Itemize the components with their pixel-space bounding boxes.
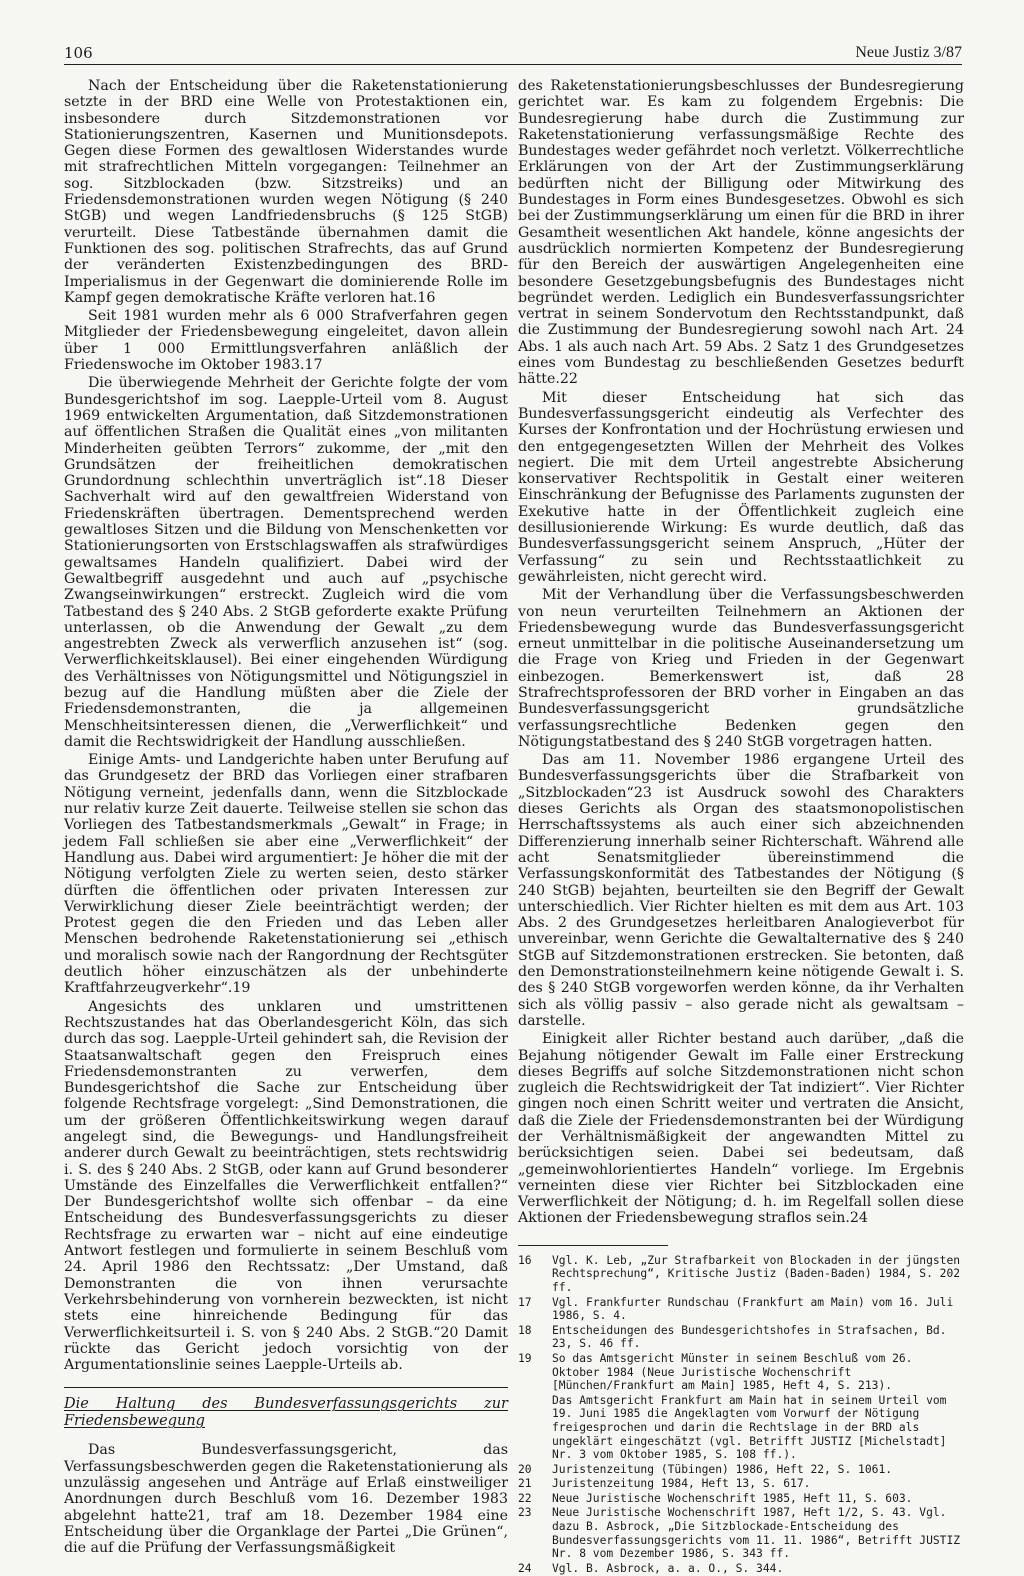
section-heading: Die Haltung des Bundesverfassungsgerichts zur Friedensbewegung	[64, 1396, 508, 1430]
footnote-number: 24	[518, 1561, 532, 1575]
footnote-text: Neue Juristische Wochenschrift 1985, Heft 11, S. 603.	[552, 1491, 913, 1505]
footnote-number	[518, 1394, 552, 1462]
section-divider	[64, 1387, 508, 1388]
paragraph: Einigkeit aller Richter bestand auch darüber, „daß die Bejahung nötigender Gewalt im Falle einer Erstreckung dieses Begriffs auf solche Sitzdemonstrationen nicht schon zugleich die Rechtswidrigkeit der Tat indiziert“. Vier Richter gingen noch einen Schritt weiter und vertraten die Ansicht, daß die Ziele der Friedensdemonstranten bei der Würdigung der Verhältnismäßigkeit der angewandten Mittel zu berücksichtigen seien. Dabei sei bedeutsam, daß „gemeinwohlorientiertes Handeln“ vorliege. Im Ergebnis verneinten diese vier Richter bei Sitzblockaden eine Verwerflichkeit der Nötigung; d. h. im Regelfall sollen diese Aktionen der Friedensbewegung straflos sein.24	[518, 1031, 964, 1227]
footnote-number: 18	[518, 1323, 532, 1337]
paragraph: Nach der Entscheidung über die Raketenstationierung setzte in der BRD eine Welle von Protestaktionen ein, insbesondere durch Sitzdemonstrationen vor Stationierungszentren, Kasernen und Munitionsdepots. Gegen diese Formen des gewaltlosen Widerstandes wurde mit strafrechtlichen Mitteln vorgegangen: Teilnehmer an sog. Sitzblockaden (bzw. Sitzstreiks) und an Friedensdemonstrationen wurden wegen Nötigung (§ 240 StGB) und wegen Landfriedensbruchs (§ 125 StGB) verurteilt. Diese Tatbestände übernahmen damit die Funktionen des sog. politischen Strafrechts, das auf Grund der veränderten Existenzbedingungen des BRD-Imperialismus in der Gegenwart die dominierende Rolle im Kampf gegen demokratische Kräfte verloren hat.16	[64, 78, 508, 306]
footnote	[518, 1352, 964, 1393]
footnote	[518, 1477, 964, 1491]
right-column	[518, 78, 964, 1576]
paragraph: Seit 1981 wurden mehr als 6 000 Strafverfahren gegen Mitglieder der Friedensbewegung eingeleitet, davon allein über 1 000 Ermittlungsverfahren anläßlich der Friedenswoche im Oktober 1983.17	[64, 308, 508, 374]
footnote	[518, 1254, 964, 1295]
footnote	[518, 1562, 964, 1576]
paragraph: Das am 11. November 1986 ergangene Urteil des Bundesverfassungsgerichts über die Strafbarkeit von „Sitzblockaden“23 ist Ausdruck sowohl des Charakters dieses Gerichts als Organ des staatsmonopolistischen Herrschaftssystems als auch einer sich abzeichnenden Differenzierung innerhalb seiner Richterschaft. Während alle acht Senatsmitglieder übereinstimmend die Verfassungskonformität des Tatbestandes der Nötigung (§ 240 StGB) bejahten, beurteilten sie den Begriff der Gewalt unterschiedlich. Vier Richter hielten es mit dem aus Art. 103 Abs. 2 des Grundgesetzes herleitbaren Analogieverbot für unvereinbar, wenn Gerichte die Gewaltalternative des § 240 StGB auf Sitzdemonstrationen erstrecken. Sie betonten, daß den Demonstrationsteilnehmern keine nötigende Gewalt i. S. des § 240 StGB vorgeworfen werden könne, da ihr Verhalten sich als völlig passiv – also gerade nicht als gewaltsam – darstelle.	[518, 752, 964, 1029]
page-number: 106	[64, 44, 93, 62]
footnote-text: Juristenzeitung (Tübingen) 1986, Heft 22, S. 1061.	[552, 1462, 893, 1476]
footnote-number: 23	[518, 1506, 532, 1520]
paragraph: Einige Amts- und Landgerichte haben unter Berufung auf das Grundgesetz der BRD das Vorliegen einer strafbaren Nötigung verneint, jedenfalls dann, wenn die Sitzblockade nur relativ kurze Zeit dauerte. Teilweise stellen sie schon das Vorliegen des Tatbestandsmerkmals „Gewalt“ in Frage; in jedem Fall schließen sie aber eine „Verwerflichkeit“ der Handlung aus. Dabei wird argumentiert: Je höher die mit der Nötigung verfolgten Ziele zu werten seien, desto stärker dürften die öffentlichen oder privaten Interessen zur Verwirklichung dieser Ziele beeinträchtigt werden; der Protest gegen die den Frieden und das Leben aller Menschen bedrohende Raketenstationierung sei „ethisch und moralisch sowie nach der Rangordnung der Rechtsgüter deutlich höher einzuschätzen als der unbehinderte Kraftfahrzeugverkehr“.19	[64, 752, 508, 997]
footnote-divider	[518, 1245, 668, 1246]
footnote-text: So das Amtsgericht Münster in seinem Beschluß vom 26. Oktober 1984 (Neue Juristische Wochenschrift [München/Frankfurt am Main] 1985, Heft 4, S. 213).	[552, 1351, 913, 1393]
paragraph: Angesichts des unklaren und umstrittenen Rechtszustandes hat das Oberlandesgericht Köln, das sich durch das sog. Laepple-Urteil gehindert sah, die Revision der Staatsanwaltschaft gegen den Freispruch eines Friedensdemonstranten zu verwerfen, dem Bundesgerichtshof die Sache zur Entscheidung über folgende Rechtsfrage vorgelegt: „Sind Demonstrationen, die um der größeren Öffentlichkeitswirkung wegen darauf angelegt sind, die Bewegungs- und Handlungsfreiheit anderer durch Gewalt zu beeinträchtigen, stets rechtswidrig i. S. des § 240 Abs. 2 StGB, oder kann auf Grund besonderer Umstände des Einzelfalles die Verwerflichkeit entfallen?“ Der Bundesgerichtshof wollte sich offenbar – da eine Entscheidung des Bundesverfassungsgerichts zu dieser Rechtsfrage zu erwarten war – nicht auf eine eindeutige Antwort festlegen und formulierte in seinem Beschluß vom 24. April 1986 den Rechtssatz: „Der Umstand, daß Demonstranten die von ihnen verursachte Verkehrsbehinderung von vornherein bezweckten, ist nicht stets eine hinreichende Bedingung für das Verwerflichkeitsurteil i. S. von § 240 Abs. 2 StGB.“20 Damit rückte das Gericht jedoch vorsichtig von der Argumentationslinie seines Laepple-Urteils ab.	[64, 998, 508, 1374]
footnote	[518, 1394, 964, 1462]
footnote-number: 19	[518, 1351, 532, 1365]
page-header	[64, 44, 962, 65]
footnote-number: 17	[518, 1295, 532, 1309]
footnote-text: Vgl. B. Asbrock, a. a. O., S. 344.	[552, 1561, 784, 1575]
paragraph: Mit dieser Entscheidung hat sich das Bundesverfassungsgericht eindeutig als Verfechter des Kurses der Konfrontation und der Hochrüstung erwiesen und den entgegengesetzten Willen der Mehrheit des Volkes negiert. Die mit dem Urteil angestrebte Absicherung konservativer Rechtspolitik in Gestalt einer weiteren Einschränkung der Befugnisse des Parlaments zugunsten der Exekutive hatte in der Öffentlichkeit zugleich eine desillusionierende Wirkung: Es wurde deutlich, daß das Bundesverfassungsgericht seinem Anspruch, „Hüter der Verfassung“ zu sein und Rechtsstaatlichkeit zu gewährleisten, nicht gerecht wird.	[518, 389, 964, 585]
paragraph: Die überwiegende Mehrheit der Gerichte folgte der vom Bundesgerichtshof im sog. Laepple-Urteil vom 8. August 1969 entwickelten Argumentation, daß Sitzdemonstrationen auf öffentlichen Straßen die Qualität eines „von militanten Minderheiten geübten Terrors“ zukomme, der „mit den Grundsätzen der freiheitlichen demokratischen Grundordnung schlechthin unverträglich ist“.18 Dieser Sachverhalt wird auf den gewaltfreien Widerstand von Friedenskräften übertragen. Dementsprechend werden gewaltloses Sitzen und die Bildung von Menschenketten vor Stationierungsorten von Erstschlagswaffen als strafwürdiges gewaltsames Handeln qualifiziert. Dabei wird der Gewaltbegriff ausgedehnt und auch auf „psychische Zwangseinwirkungen“ erstreckt. Zugleich wird die vom Tatbestand des § 240 Abs. 2 StGB geforderte exakte Prüfung unterlassen, ob die Anwendung der Gewalt „zu dem angestrebten Zweck als verwerflich anzusehen ist“ (sog. Verwerflichkeitsklausel). Bei einer eingehenden Würdigung des Verhältnisses von Nötigungsmittel und Nötigungsziel in bezug auf die Handlung müßten aber die Ziele der Friedensdemonstranten, die ja allgemeinen Menschheitsinteressen dienen, die „Verwerflichkeit“ und damit die Rechtswidrigkeit der Handlung ausschließen.	[64, 375, 508, 750]
footnote-number: 21	[518, 1477, 532, 1491]
paragraph: Mit der Verhandlung über die Verfassungsbeschwerden von neun verurteilten Teilnehmern an Aktionen der Friedensbewegung wurde das Bundesverfassungsgericht erneut unmittelbar in die politische Auseinandersetzung um die Frage von Krieg und Frieden in der Gegenwart einbezogen. Bemerkenswert ist, daß 28 Strafrechtsprofessoren der BRD vorher in Eingaben an das Bundesverfassungsgericht grundsätzliche verfassungsrechtliche Bedenken gegen den Nötigungstatbestand des § 240 StGB vorgetragen hatten.	[518, 587, 964, 750]
footnote-text: Vgl. Frankfurter Rundschau (Frankfurt am Main) vom 16. Juli 1986, S. 4.	[552, 1295, 954, 1323]
footnote	[518, 1296, 964, 1323]
footnote-number: 16	[518, 1253, 532, 1267]
footnote-text: Das Amtsgericht Frankfurt am Main hat in seinem Urteil vom 19. Juni 1985 die Angeklagten vom Vorwurf der Nötigung freigesprochen und darin die Rechtslage in der BRD als ungeklärt eingeschätzt (vgl. Betrifft JUSTIZ [Michelstadt] Nr. 3 vom Oktober 1985, S. 108 ff.).	[552, 1393, 947, 1462]
footnote-text: Entscheidungen des Bundesgerichtshofes in Strafsachen, Bd. 23, S. 46 ff.	[552, 1323, 947, 1351]
journal-issue: Neue Justiz 3/87	[855, 44, 962, 61]
footnote	[518, 1506, 964, 1560]
footnote-text: Neue Juristische Wochenschrift 1987, Heft 1/2, S. 43. Vgl. dazu B. Asbrock, „Die Sitzblockade-Entscheidung des Bundesverfassungsgerichts vom 11. 11. 1986“, Betrifft JUSTIZ Nr. 8 vom Dezember 1986, S. 343 ff.	[552, 1506, 961, 1561]
paragraph: Das Bundesverfassungsgericht, das Verfassungsbeschwerden gegen die Raketenstationierung als unzulässig angesehen und Anträge auf Erlaß einstweiliger Anordnungen durch Beschluß vom 16. Dezember 1983 abgelehnt hatte21, traf am 18. Dezember 1984 eine Entscheidung über die Organklage der Partei „Die Grünen“, die auf die Prüfung der Verfassungsmäßigkeit	[64, 1442, 508, 1557]
footnote-number: 22	[518, 1491, 532, 1505]
paragraph: des Raketenstationierungsbeschlusses der Bundesregierung gerichtet war. Es kam zu folgendem Ergebnis: Die Bundesregierung habe durch die Zustimmung zur Raketenstationierung verfassungsmäßige Rechte des Bundestages weder gefährdet noch verletzt. Völkerrechtliche Erklärungen von der Art der Zustimmungserklärung bedürften nicht der Billigung oder Mitwirkung des Bundestages in Form eines Bundesgesetzes. Obwohl es sich bei der Zustimmungserklärung um einen für die BRD in ihrer Gesamtheit wesentlichen Akt handele, könne angesichts der ausdrücklich normierten Kompetenz der Bundesregierung für den Bereich der auswärtigen Angelegenheiten eine besondere Gesetzgebungsbefugnis des Bundestages nicht begründet werden. Lediglich ein Bundesverfassungsrichter vertrat in seinem Sondervotum den Rechtsstandpunkt, daß die Zustimmung der Bundesregierung sowohl nach Art. 24 Abs. 1 als auch nach Art. 59 Abs. 2 Satz 1 des Grundgesetzes eines vom Bundestag zu beschließenden Gesetzes bedurft hätte.22	[518, 78, 964, 388]
footnote	[518, 1463, 964, 1477]
footnote-text: Vgl. K. Leb, „Zur Strafbarkeit von Blockaden in der jüngsten Rechtsprechung“, Kritische Justiz (Baden-Baden) 1984, S. 202 ff.	[552, 1253, 961, 1294]
footnote	[518, 1324, 964, 1351]
footnote	[518, 1492, 964, 1506]
left-column	[64, 78, 508, 1557]
footnote-text: Juristenzeitung 1984, Heft 13, S. 617.	[552, 1477, 811, 1491]
footnote-number: 20	[518, 1462, 532, 1476]
footnotes	[518, 1254, 964, 1576]
